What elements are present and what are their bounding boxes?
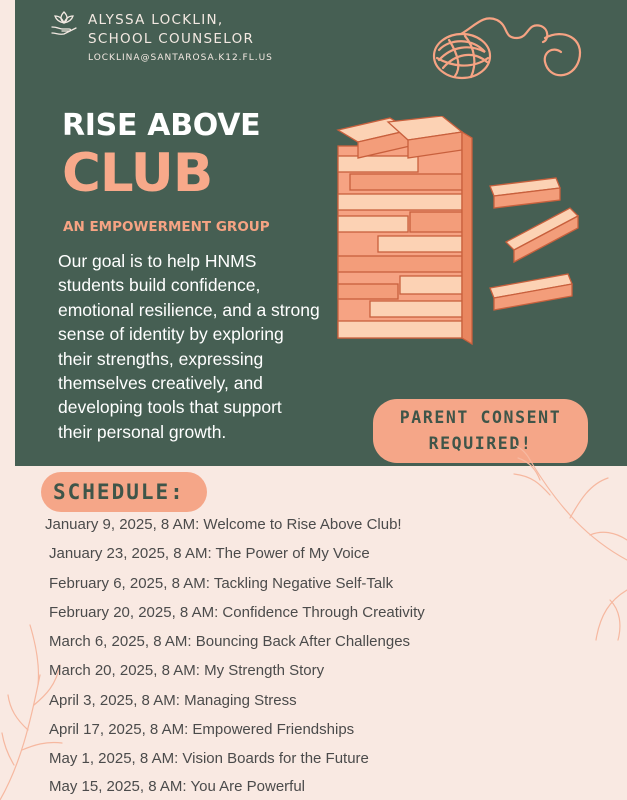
yarn-ball-illustration [425, 8, 600, 88]
goal-line: sense of identity by exploring [58, 324, 284, 345]
consent-line2: REQUIRED! [428, 434, 533, 453]
goal-line: developing tools that support [58, 397, 282, 418]
club-title-line2: CLUB [62, 143, 213, 204]
lotus-hand-icon [49, 9, 79, 37]
schedule-item: April 3, 2025, 8 AM: Managing Stress [49, 692, 297, 709]
schedule-item: March 20, 2025, 8 AM: My Strength Story [49, 662, 325, 679]
club-subtitle: AN EMPOWERMENT GROUP [63, 219, 270, 235]
counselor-email[interactable]: LOCKLINA@SANTAROSA.K12.FL.US [88, 53, 273, 63]
schedule-item: May 1, 2025, 8 AM: Vision Boards for the Future [49, 750, 369, 767]
schedule-item: May 15, 2025, 8 AM: You Are Powerful [49, 778, 305, 795]
goal-line: themselves creatively, and [58, 373, 263, 394]
branch-decoration-right [470, 440, 627, 650]
counselor-name: ALYSSA LOCKLIN, [88, 12, 224, 28]
jenga-tower-illustration [330, 116, 590, 348]
schedule-heading: SCHEDULE: [41, 472, 207, 512]
goal-line: Our goal is to help HNMS [58, 251, 257, 271]
schedule-item: April 17, 2025, 8 AM: Empowered Friendships [49, 721, 355, 738]
schedule-item: March 6, 2025, 8 AM: Bouncing Back After Challenges [49, 633, 411, 650]
goal-line: students build confidence, [58, 275, 261, 296]
schedule-item: January 23, 2025, 8 AM: The Power of My Voice [49, 545, 370, 562]
goal-paragraph [58, 249, 333, 444]
schedule-item: February 6, 2025, 8 AM: Tackling Negative Self-Talk [49, 575, 394, 592]
goal-line: emotional resilience, and a strong [58, 299, 320, 320]
consent-line1: PARENT CONSENT [399, 408, 562, 427]
goal-line: their strengths, expressing [58, 348, 264, 369]
schedule-item: January 9, 2025, 8 AM: Welcome to Rise Above Club! [45, 516, 402, 533]
club-title-line1: RISE ABOVE [62, 108, 261, 143]
counselor-title: SCHOOL COUNSELOR [88, 31, 255, 47]
goal-line: their personal growth. [58, 421, 227, 442]
schedule-item: February 20, 2025, 8 AM: Confidence Through Creativity [49, 604, 425, 621]
